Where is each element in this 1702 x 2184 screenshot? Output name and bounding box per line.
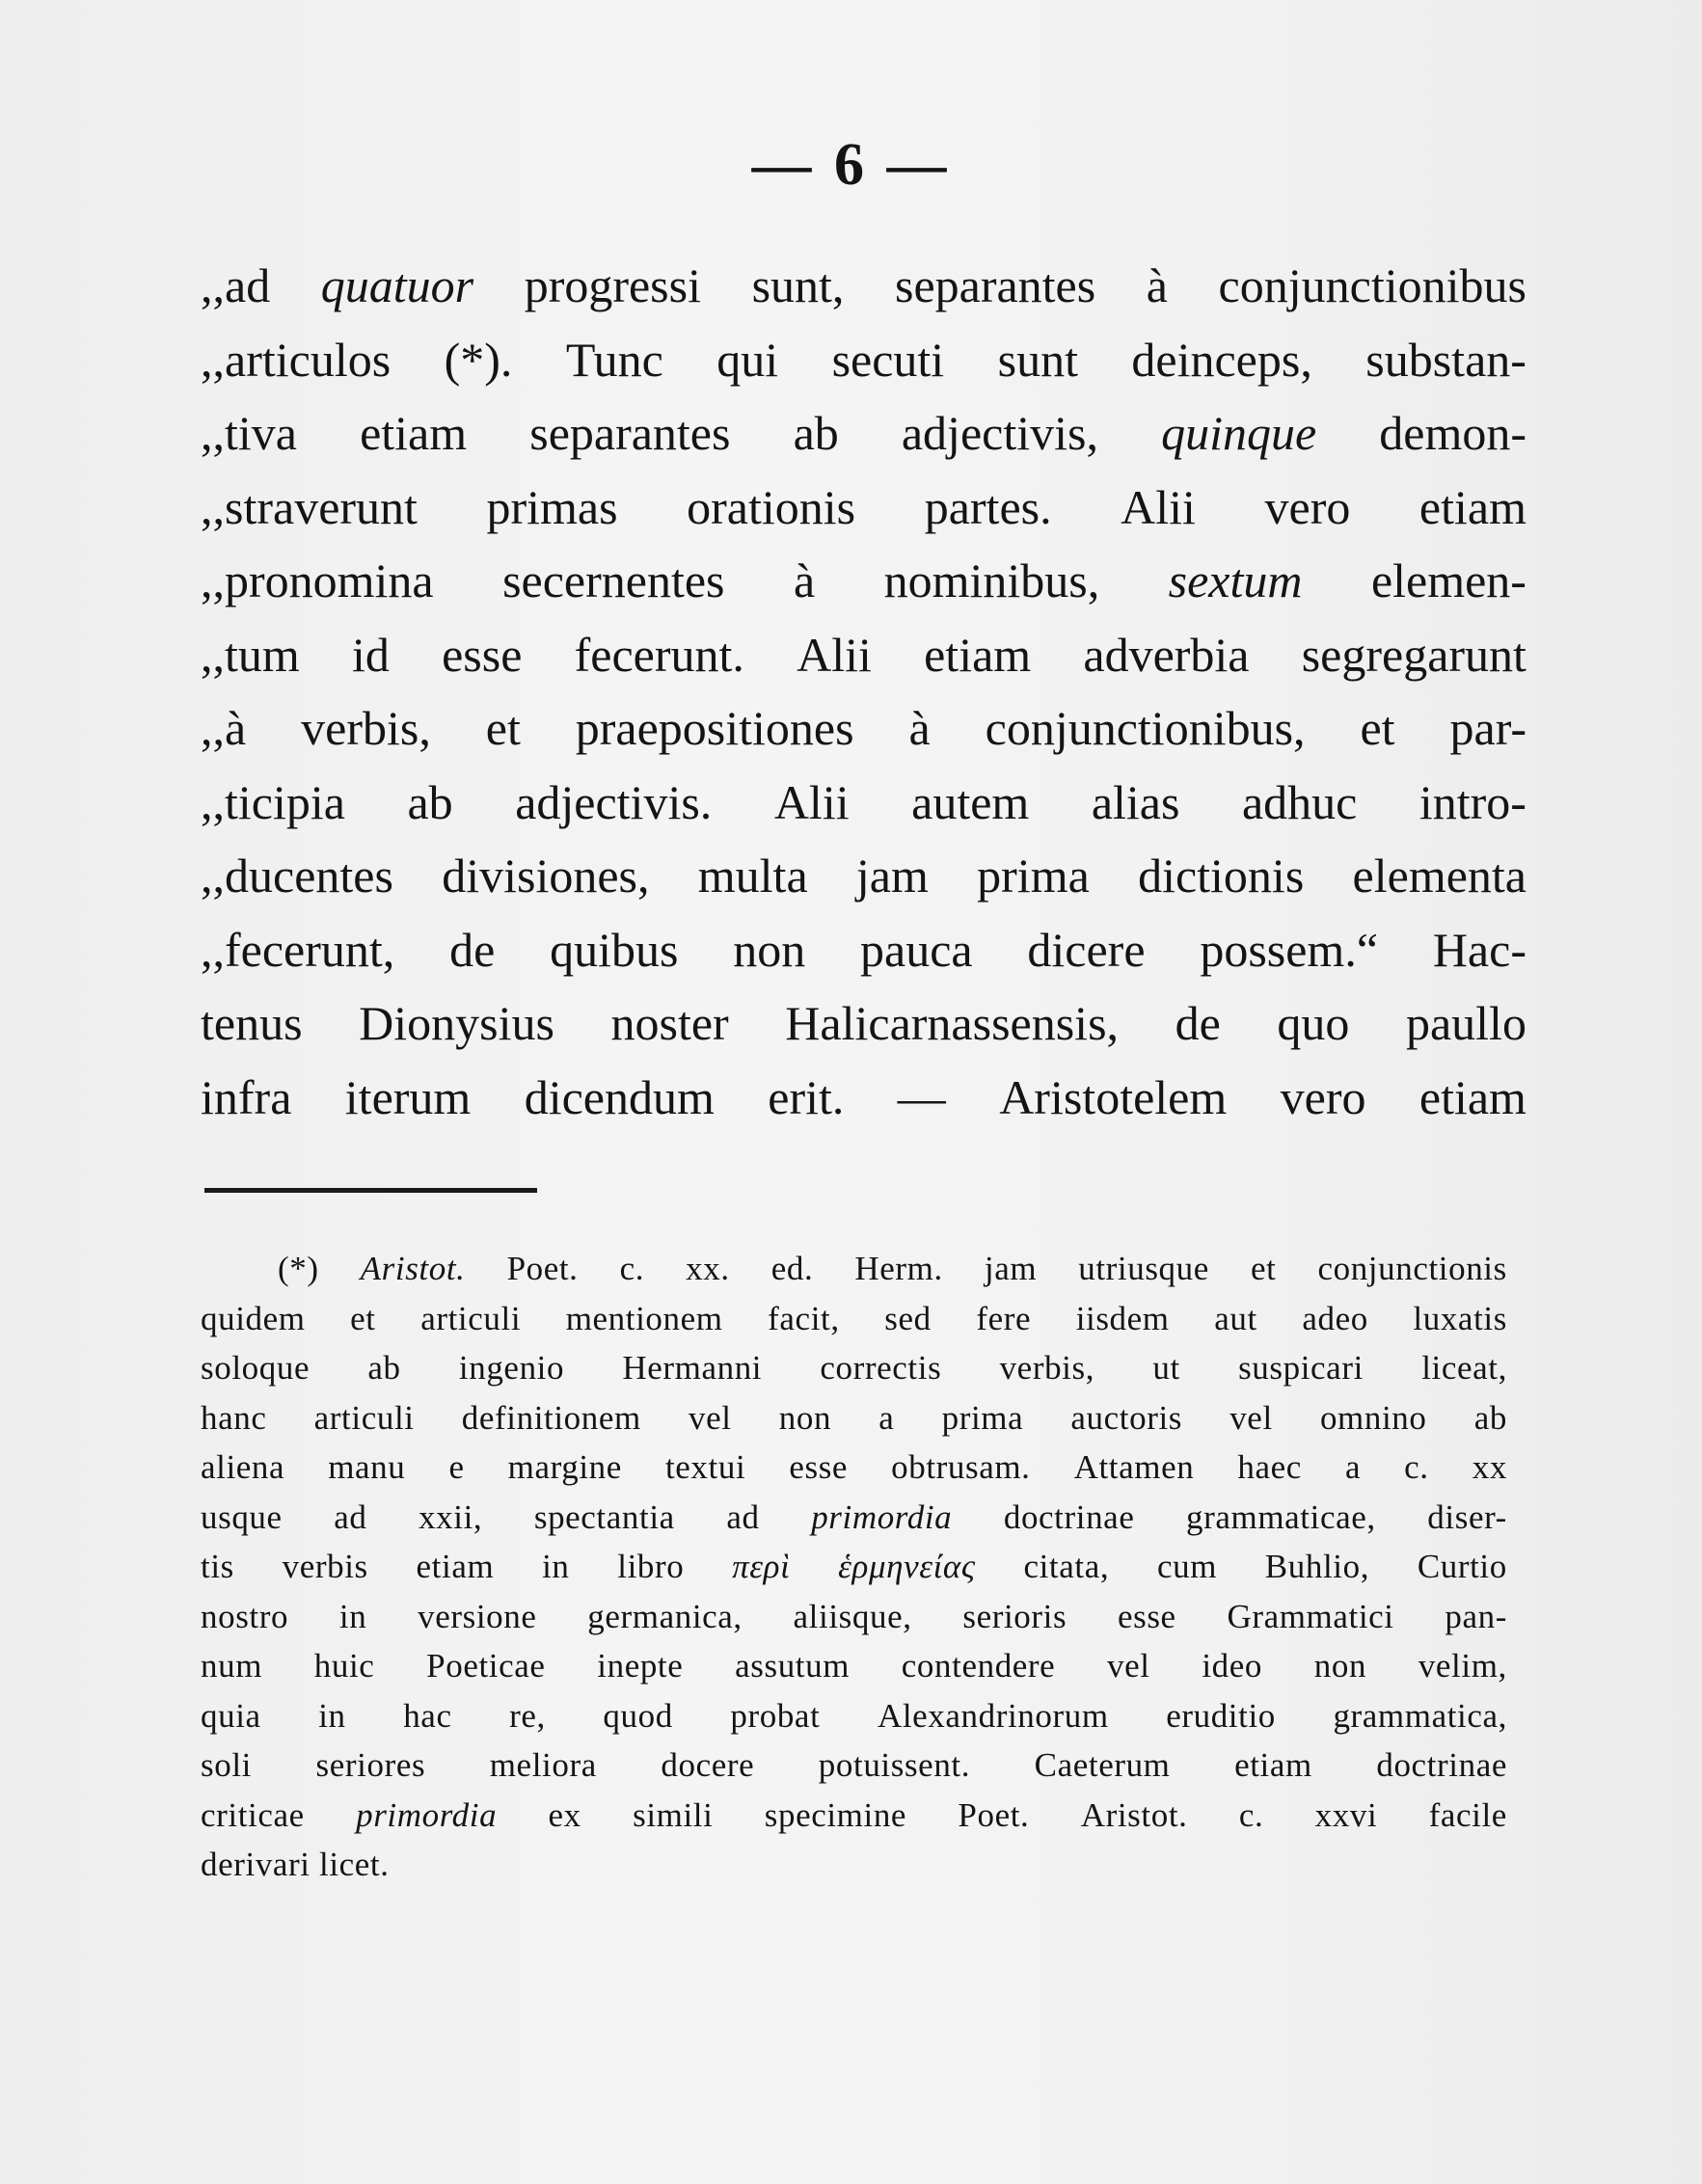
word: articuli [313, 1398, 415, 1437]
word: xxvi [1314, 1795, 1378, 1834]
word: ,,articulos [201, 332, 392, 387]
word: Alii [1121, 479, 1196, 534]
word: Herm. [854, 1250, 943, 1287]
word: ut [1152, 1349, 1180, 1387]
word: quia [201, 1696, 261, 1735]
word: docere [661, 1746, 755, 1784]
word: adjectivis, [901, 406, 1098, 460]
word: in [542, 1548, 570, 1585]
word: autem [911, 774, 1030, 829]
word: intro- [1418, 774, 1526, 829]
word: doctrinae [1376, 1746, 1507, 1784]
word: etiam [924, 627, 1032, 682]
footnote-line [201, 1740, 1507, 1791]
word: meliora [489, 1746, 597, 1784]
word: pauca [860, 922, 973, 977]
word: non [733, 922, 806, 977]
footnote-line [201, 1840, 1507, 1890]
word: a [1344, 1448, 1362, 1486]
word: margine [507, 1448, 622, 1486]
word: non [778, 1398, 832, 1437]
word: tenus [201, 996, 303, 1050]
word: secernentes [502, 553, 725, 607]
word: utriusque [1078, 1250, 1209, 1287]
footnote-line [201, 1493, 1507, 1543]
text-line [201, 618, 1526, 692]
word: dictionis [1138, 849, 1305, 903]
word: jam [855, 849, 929, 903]
word: ,,ducentes [201, 849, 393, 903]
word: ,,tiva [201, 406, 297, 460]
word: de [1175, 996, 1221, 1050]
word: seriores [315, 1746, 426, 1784]
word: nostro [201, 1597, 289, 1635]
word: facit, [768, 1299, 840, 1337]
word: et [1360, 701, 1395, 755]
word: xx [1472, 1448, 1507, 1486]
word: mentionem [565, 1299, 723, 1337]
footnote-line [201, 1691, 1507, 1741]
word: primas [486, 479, 618, 534]
word: spectantia [533, 1497, 675, 1536]
word: separantes [894, 258, 1096, 312]
word: xxii, [419, 1497, 483, 1536]
word: jam [984, 1250, 1038, 1287]
word: diser- [1427, 1497, 1507, 1536]
word: eruditio [1166, 1696, 1276, 1735]
word: separantes [529, 406, 731, 460]
word: nominibus, [883, 553, 1100, 607]
word: obtrusam. [891, 1448, 1031, 1486]
text-line [201, 396, 1526, 471]
word: elemen- [1370, 553, 1526, 607]
word: infra [201, 1069, 292, 1124]
word: Hermanni [622, 1349, 763, 1387]
word-italic: primordia [811, 1497, 953, 1536]
word: c. [619, 1250, 645, 1287]
word: erit. [768, 1069, 845, 1124]
word: e [448, 1448, 465, 1486]
word: sed [884, 1299, 932, 1337]
word: ab [793, 406, 839, 460]
word: licet. [319, 1846, 390, 1883]
word-italic: primordia [356, 1795, 498, 1834]
word: aut [1214, 1299, 1257, 1337]
word: velim, [1418, 1647, 1507, 1685]
word: suspicari [1238, 1349, 1364, 1387]
word: Buhlio, [1264, 1548, 1370, 1585]
word: tis [201, 1548, 234, 1585]
word: esse [1117, 1597, 1176, 1635]
word: ,,fecerunt, [201, 922, 395, 977]
footnote [201, 1244, 1507, 1890]
word: adeo [1302, 1299, 1368, 1337]
word: segregarunt [1301, 627, 1526, 682]
word: etiam [1418, 479, 1526, 534]
word: vero [1264, 479, 1351, 534]
word: ingenio [458, 1349, 565, 1387]
word: pan- [1445, 1597, 1507, 1635]
text-line [201, 691, 1526, 766]
word: manu [328, 1448, 406, 1486]
text-line [201, 839, 1526, 913]
text-line [201, 471, 1526, 545]
word: etiam [1234, 1746, 1312, 1784]
word: elementa [1352, 849, 1526, 903]
word: luxatis [1413, 1299, 1507, 1337]
word: Aristot. [1080, 1795, 1188, 1834]
word: Dionysius [359, 996, 554, 1050]
word: ,,straverunt [201, 479, 418, 534]
word: derivari [201, 1846, 311, 1883]
word: definitionem [461, 1398, 641, 1437]
word: soli [201, 1746, 252, 1784]
word: grammaticae, [1186, 1497, 1376, 1536]
word: vero [1280, 1069, 1366, 1124]
word: adhuc [1241, 774, 1358, 829]
greek-word: ἑρμηνείας [838, 1548, 976, 1585]
text-line [201, 323, 1526, 397]
footnote-line [201, 1294, 1507, 1344]
footnote-separator-rule [204, 1188, 537, 1193]
word: partes. [924, 479, 1052, 534]
word: hanc [201, 1398, 267, 1437]
word: ,,pronomina [201, 553, 434, 607]
word: demon- [1379, 406, 1526, 460]
word: usque [201, 1497, 283, 1536]
word: non [1313, 1647, 1367, 1685]
word: aliena [201, 1448, 285, 1486]
word: facile [1428, 1795, 1507, 1834]
word: haec [1237, 1448, 1302, 1486]
word: secuti [831, 332, 945, 387]
text-line [201, 913, 1526, 987]
word: criticae [201, 1795, 305, 1834]
footnote-line [201, 1443, 1507, 1493]
main-text [201, 249, 1526, 1134]
word: in [338, 1597, 367, 1635]
word: correctis [820, 1349, 942, 1387]
word: à [908, 701, 931, 755]
word: in [318, 1696, 346, 1735]
word: aliisque, [793, 1597, 912, 1635]
word: conjunctionis [1317, 1250, 1507, 1287]
word: ad [334, 1497, 367, 1536]
text-line [201, 1061, 1526, 1135]
word: noster [610, 996, 729, 1050]
word: re, [509, 1696, 546, 1735]
footnote-line [201, 1343, 1507, 1393]
word: doctrinae [1003, 1497, 1135, 1536]
word: par- [1449, 701, 1526, 755]
footnote-line [201, 1542, 1507, 1592]
word: cum [1156, 1548, 1218, 1585]
word: à [793, 553, 816, 607]
footnote-marker: (*) [278, 1250, 319, 1287]
word: id [352, 627, 390, 682]
word: vel [1229, 1398, 1273, 1437]
word: Poet. [506, 1250, 579, 1287]
text-line [201, 544, 1526, 618]
page-number: — 6 — [751, 132, 951, 198]
word: probat [730, 1696, 821, 1735]
footnote-line [201, 1791, 1507, 1841]
word: Hac- [1432, 922, 1526, 977]
word: c. [1404, 1448, 1429, 1486]
word: ex [548, 1795, 581, 1834]
word: ,,ticipia [201, 774, 345, 829]
text-line [201, 986, 1526, 1061]
word: Aristotelem [999, 1069, 1228, 1124]
word: liceat, [1421, 1349, 1507, 1387]
footnote-line [201, 1393, 1507, 1443]
word: contendere [901, 1647, 1056, 1685]
word: grammatica, [1333, 1696, 1507, 1735]
word: prima [977, 849, 1090, 903]
word: etiam [416, 1548, 495, 1585]
word: Halicarnassensis, [785, 996, 1120, 1050]
footnote-line [201, 1244, 1507, 1294]
word: vel [689, 1398, 732, 1437]
word: multa [697, 849, 808, 903]
word: dicere [1027, 922, 1146, 977]
dash: — [897, 1069, 946, 1124]
word: quibus [550, 922, 679, 977]
word: hac [403, 1696, 452, 1735]
word: alias [1091, 774, 1180, 829]
word: Alii [797, 627, 872, 682]
word-italic: sextum [1168, 553, 1303, 607]
word: Curtio [1417, 1548, 1507, 1585]
word: qui [716, 332, 779, 387]
word: germanica, [587, 1597, 743, 1635]
word: ed. [770, 1250, 814, 1287]
word: etiam [360, 406, 468, 460]
word: deinceps, [1131, 332, 1312, 387]
word: Grammatici [1227, 1597, 1394, 1635]
word: conjunctionibus, [985, 701, 1306, 755]
word: divisiones, [442, 849, 650, 903]
word: et [485, 701, 521, 755]
word: esse [789, 1448, 849, 1486]
word: potuissent. [818, 1746, 971, 1784]
word: auctoris [1070, 1398, 1183, 1437]
word: vel [1107, 1647, 1150, 1685]
word: ab [367, 1349, 401, 1387]
word: quo [1277, 996, 1350, 1050]
word: omnino [1319, 1398, 1427, 1437]
word: dicendum [524, 1069, 715, 1124]
word: textui [664, 1448, 746, 1486]
word: fere [976, 1299, 1032, 1337]
word: simili [633, 1795, 714, 1834]
word: paullo [1405, 996, 1526, 1050]
word: Attamen [1073, 1448, 1195, 1486]
word: et [350, 1299, 376, 1337]
word-italic: Aristot. [360, 1250, 466, 1287]
word: versione [418, 1597, 537, 1635]
word: huic [313, 1647, 375, 1685]
word: c. [1238, 1795, 1264, 1834]
word: Alii [773, 774, 850, 829]
word: Poeticae [426, 1647, 546, 1685]
word: ad [726, 1497, 760, 1536]
word: praepositiones [575, 701, 854, 755]
word: inepte [597, 1647, 684, 1685]
word: de [449, 922, 496, 977]
word: articuli [420, 1299, 522, 1337]
word: Caeterum [1034, 1746, 1171, 1784]
word: fecerunt. [574, 627, 744, 682]
word: à [1146, 258, 1168, 312]
word: a [878, 1398, 895, 1437]
word: Alexandrinorum [877, 1696, 1109, 1735]
word: orationis [687, 479, 856, 534]
word: et [1250, 1250, 1277, 1287]
word: quod [603, 1696, 673, 1735]
word: xx. [686, 1250, 730, 1287]
word: Poet. [958, 1795, 1030, 1834]
greek-word: περὶ [732, 1548, 791, 1585]
word: iterum [344, 1069, 472, 1124]
word: sunt [997, 332, 1078, 387]
word: ,,à [201, 701, 247, 755]
word: prima [941, 1398, 1024, 1437]
word: ,,ad [201, 258, 271, 312]
word: verbis, [301, 701, 431, 755]
word: conjunctionibus [1218, 258, 1526, 312]
word: ideo [1202, 1647, 1263, 1685]
word: adverbia [1083, 627, 1250, 682]
word: serioris [962, 1597, 1067, 1635]
word: assutum [735, 1647, 851, 1685]
word: libro [617, 1548, 685, 1585]
word: ab [407, 774, 453, 829]
text-line [201, 766, 1526, 840]
word: adjectivis. [515, 774, 713, 829]
word: soloque [201, 1349, 311, 1387]
word: citata, [1023, 1548, 1110, 1585]
word: quidem [201, 1299, 306, 1337]
footnote-line [201, 1641, 1507, 1691]
word: progressi [524, 258, 701, 312]
word: num [201, 1647, 263, 1685]
word: specimine [764, 1795, 907, 1834]
text-line [201, 249, 1526, 323]
word: possem.“ [1200, 922, 1379, 977]
word: verbis [282, 1548, 368, 1585]
word: ,,tum [201, 627, 300, 682]
word: substan- [1365, 332, 1526, 387]
word: iisdem [1075, 1299, 1170, 1337]
word: etiam [1418, 1069, 1526, 1124]
word: sunt, [751, 258, 845, 312]
footnote-line [201, 1592, 1507, 1642]
word: Tunc [565, 332, 663, 387]
word-italic: quinque [1161, 406, 1317, 460]
word-italic: quatuor [320, 258, 474, 312]
word: verbis, [999, 1349, 1095, 1387]
word: ab [1473, 1398, 1507, 1437]
word: esse [442, 627, 523, 682]
footnote-marker: (*). [444, 332, 513, 387]
